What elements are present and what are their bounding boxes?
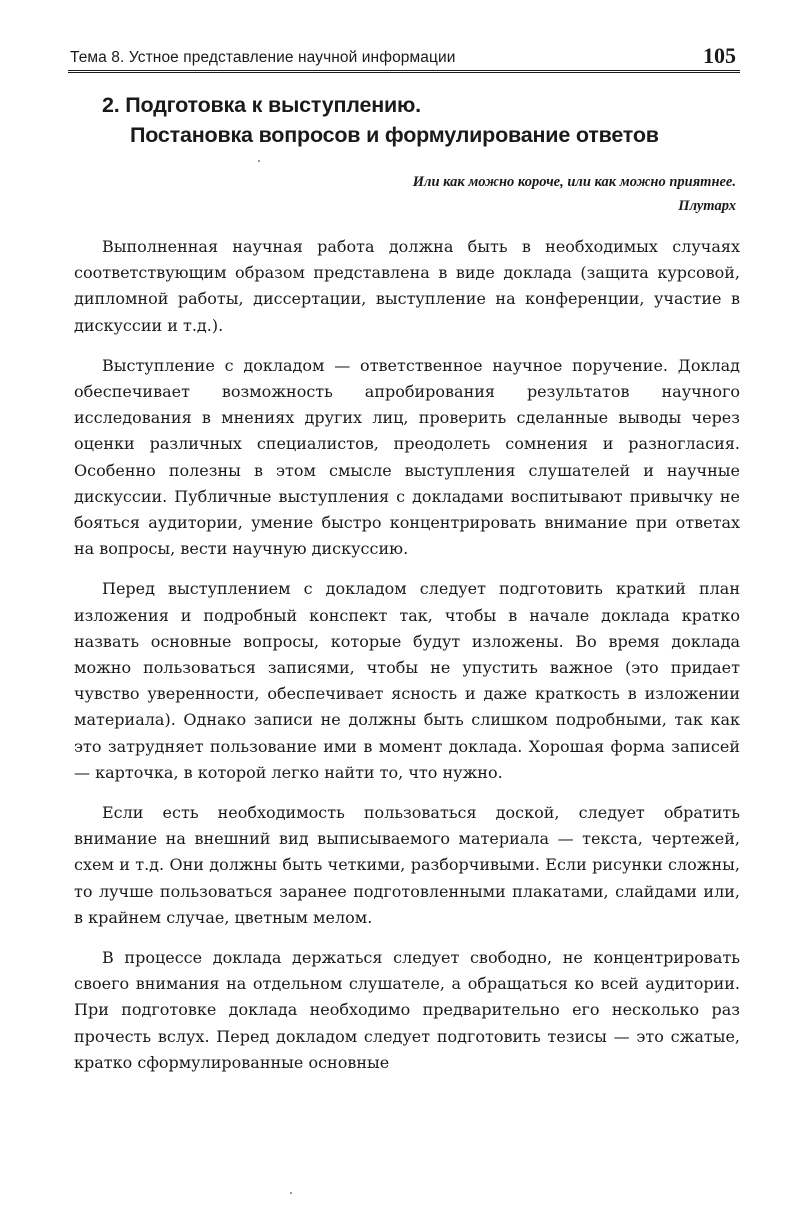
paragraph: Перед выступлением с докладом следует подготовить краткий план изложения и подробный конспект так, чтобы в начале доклада кратко назвать основные вопросы, которые будут изложены. Во время доклада можно пользоваться записями, чтобы не упустить важное (это придает чувство уверенности, обеспечивает ясность и даже краткость в изложении материала). Однако записи не должны быть слишком подробными, так как это затрудняет пользование ими в момент доклада. Хорошая форма записей — карточка, в которой легко найти то, что нужно.	[74, 579, 740, 782]
epigraph-quote: Или как можно короче, или как можно приятнее.	[412, 174, 736, 190]
scan-speck	[290, 1192, 292, 1194]
running-header	[68, 40, 740, 73]
scan-speck	[258, 160, 260, 162]
section-heading	[102, 90, 659, 150]
running-header-title: Тема 8. Устное представление научной информации	[70, 49, 456, 66]
section-heading-line-2: Постановка вопросов и формулирование ответов	[130, 123, 659, 147]
page-number: 105	[703, 43, 736, 68]
epigraph	[413, 170, 736, 218]
section-heading-line-1: 2. Подготовка к выступлению.	[102, 93, 421, 117]
body-text	[74, 234, 740, 1090]
paragraph: Выступление с докладом — ответственное научное поручение. Доклад обеспечивает возможность апробирования результатов научного исследования в мнениях других лиц, проверить сделанные выводы через оценки различных специалистов, преодолеть сомнения и разногласия. Особенно полезны в этом смысле выступления слушателей и научные дискуссии. Публичные выступления с докладами воспитывают привычку не бояться аудитории, умение быстро концентрировать внимание при ответах на вопросы, вести научную дискуссию.	[74, 355, 740, 559]
paragraph: Выполненная научная работа должна быть в необходимых случаях соответствующим образом представлена в виде доклада (защита курсовой, дипломной работы, диссертации, выступление на конференции, участие в дискуссии и т.д.).	[74, 237, 740, 335]
paragraph: Если есть необходимость пользоваться доской, следует обратить внимание на внешний вид выписываемого материала — текста, чертежей, схем и т.д. Они должны быть четкими, разборчивыми. Если рисунки сложны, то лучше пользоваться заранее подготовленными плакатами, слайдами или, в крайнем случае, цветным мелом.	[74, 803, 740, 927]
epigraph-author: Плутарх	[678, 198, 736, 214]
paragraph: В процессе доклада держаться следует свободно, не концентрировать своего внимания на отдельном слушателе, а обращаться ко всей аудитории. При подготовке доклада необходимо предварительно его несколько раз прочесть вслух. Перед докладом следует подготовить тезисы — это сжатые, кратко сформулированные основные	[74, 948, 740, 1072]
